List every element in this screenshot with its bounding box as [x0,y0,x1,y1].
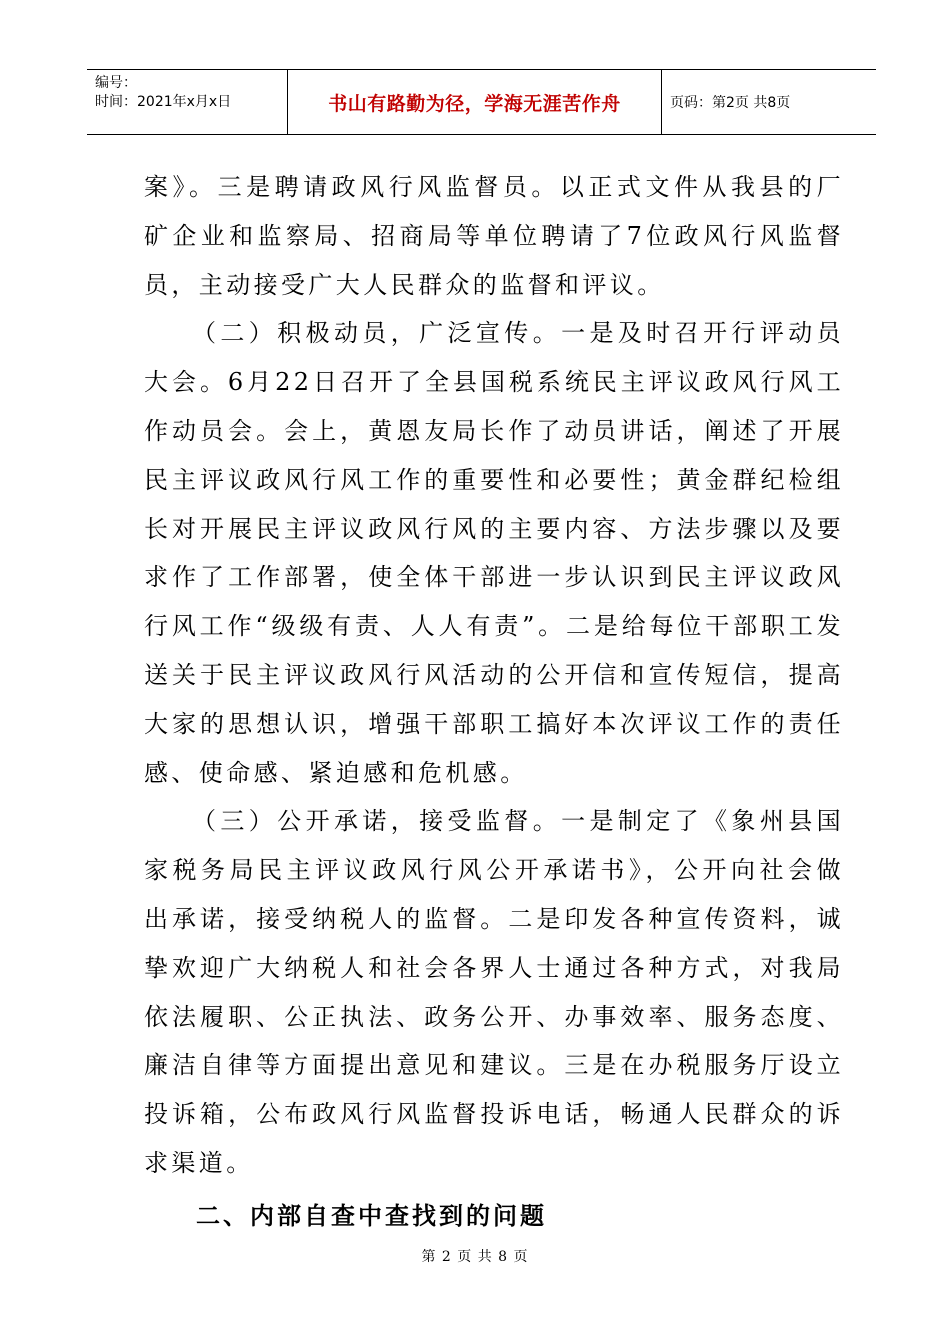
header-page-cell [662,70,876,134]
paragraph-commitment: （三）公开承诺，接受监督。一是制定了《象州县国家税务局民主评议政风行风公开承诺书》，公开向社会做出承诺，接受纳税人的监督。二是印发各种宣传资料，诚挚欢迎广大纳税人和社会各界人士通过各种方式，对我局依法履职、公正执法、政务公开、办事效率、服务态度、廉洁自律等方面提出意见和建议。三是在办税服务厅设立投诉箱，公布政风行风监督投诉电话，畅通人民群众的诉求渠道。 [144,807,844,1177]
document-header [87,69,876,135]
paragraph-mobilization: （二）积极动员，广泛宣传。一是及时召开行评动员大会。6月22日召开了全县国税系统民主评议政风行风工作动员会。会上，黄恩友局长作了动员讲话，阐述了开展民主评议政风行风工作的重要性和必要性；黄金群纪检组长对开展民主评议政风行风的主要内容、方法步骤以及要求作了工作部署，使全体干部进一步认识到民主评议政风行风工作“级级有责、人人有责”。二是给每位干部职工发送关于民主评议政风行风活动的公开信和宣传短信，提高大家的思想认识，增强干部职工搞好本次评议工作的责任感、使命感、紧迫感和危机感。 [144,319,844,787]
header-motto-cell [288,70,662,134]
header-meta-cell [87,70,288,134]
section-heading: 二、内部自查中查找到的问题 [196,1201,547,1230]
page-footer: 第 2 页 共 8 页 [421,1249,529,1265]
document-body [144,163,844,1242]
number-label: 编号： [95,75,137,91]
paragraph-continued: 案》。三是聘请政风行风监督员。以正式文件从我县的厂矿企业和监察局、招商局等单位聘请了7位政风行风监督员，主动接受广大人民群众的监督和评议。 [144,173,844,299]
header-page-code: 页码：第2页 共8页 [670,95,791,111]
time-label: 时间：2021年x月x日 [95,94,232,110]
header-motto: 书山有路勤为径，学海无涯苦作舟 [328,92,621,115]
